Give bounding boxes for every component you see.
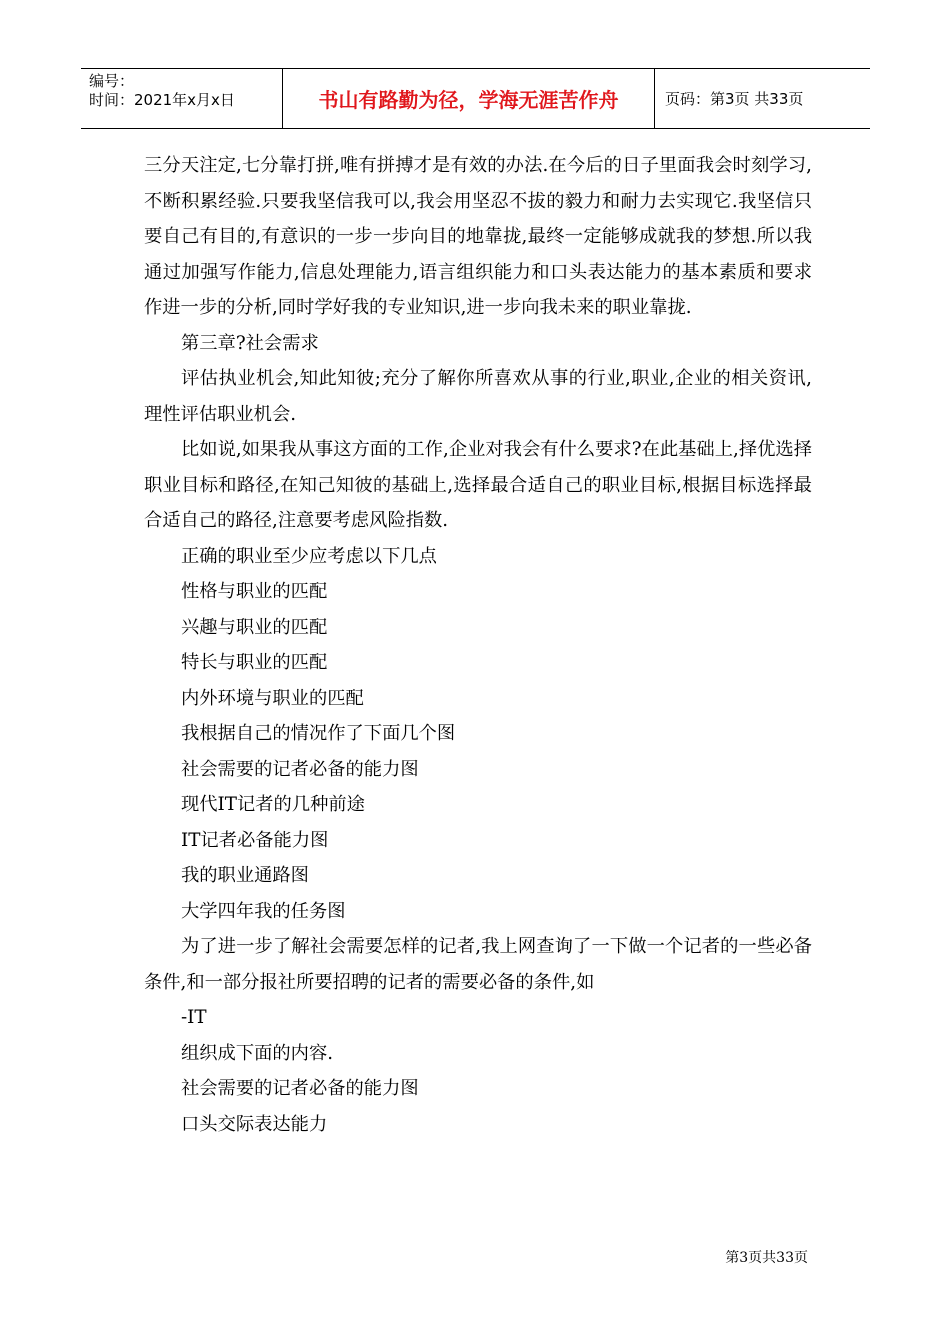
paragraph: 现代IT记者的几种前途 — [181, 794, 365, 815]
paragraph: 社会需要的记者必备的能力图 — [181, 758, 419, 780]
paragraph: 特长与职业的匹配 — [181, 652, 328, 673]
paragraph: 比如说,如果我从事这方面的工作,企业对我会有什么要求?在此基础上,择优选择职业目标和路径,在知己知彼的基础上,选择最合适自己的职业目标,根据目标选择最合适自己的路径,注意要考虑风险指数. — [144, 439, 812, 531]
paragraph: 兴趣与职业的匹配 — [181, 616, 328, 638]
paragraph: 我的职业通路图 — [181, 865, 309, 886]
paragraph: 组织成下面的内容. — [181, 1042, 334, 1064]
paragraph: 正确的职业至少应考虑以下几点 — [181, 545, 437, 567]
paragraph: 评估执业机会,知此知彼;充分了解你所喜欢从事的行业,职业,企业的相关资讯,理性评估职业机会. — [144, 368, 812, 425]
header-page-number: 页码：第3页 共33页 — [665, 90, 804, 108]
paragraph: 为了进一步了解社会需要怎样的记者,我上网查询了一下做一个记者的一些必备条件,和一部分报社所要招聘的记者的需要必备的条件,如 — [144, 936, 812, 993]
page-header — [81, 68, 870, 129]
header-motto: 书山有路勤为径，学海无涯苦作舟 — [282, 69, 655, 128]
paragraph: 口头交际表达能力 — [181, 1113, 328, 1135]
paragraph: 我根据自己的情况作了下面几个图 — [181, 723, 456, 744]
paragraph: 第三章?社会需求 — [181, 332, 319, 354]
paragraph: -IT — [181, 1007, 207, 1028]
page-footer: 第3页共33页 — [725, 1250, 808, 1266]
paragraph: 社会需要的记者必备的能力图 — [181, 1078, 419, 1099]
paragraph: IT记者必备能力图 — [181, 829, 329, 851]
paragraph: 性格与职业的匹配 — [181, 581, 328, 602]
paragraph: 大学四年我的任务图 — [181, 900, 346, 922]
document-body — [144, 148, 812, 1142]
date-label: 时间：2021年x月x日 — [89, 91, 235, 109]
header-meta — [81, 69, 282, 128]
paragraph: 内外环境与职业的匹配 — [181, 687, 364, 709]
serial-number-label: 编号： — [89, 72, 135, 90]
paragraph: 三分天注定,七分靠打拼,唯有拼搏才是有效的办法.在今后的日子里面我会时刻学习,不断积累经验.只要我坚信我可以,我会用坚忍不拔的毅力和耐力去实现它.我坚信只要自己有目的,有意识的一步一步向目的地靠拢,最终一定能够成就我的梦想.所以我通过加强写作能力,信息处理能力,语言组织能力和口头表达能力的基本素质和要求作进一步的分析,同时学好我的专业知识,进一步向我未来的职业靠拢. — [144, 155, 812, 318]
